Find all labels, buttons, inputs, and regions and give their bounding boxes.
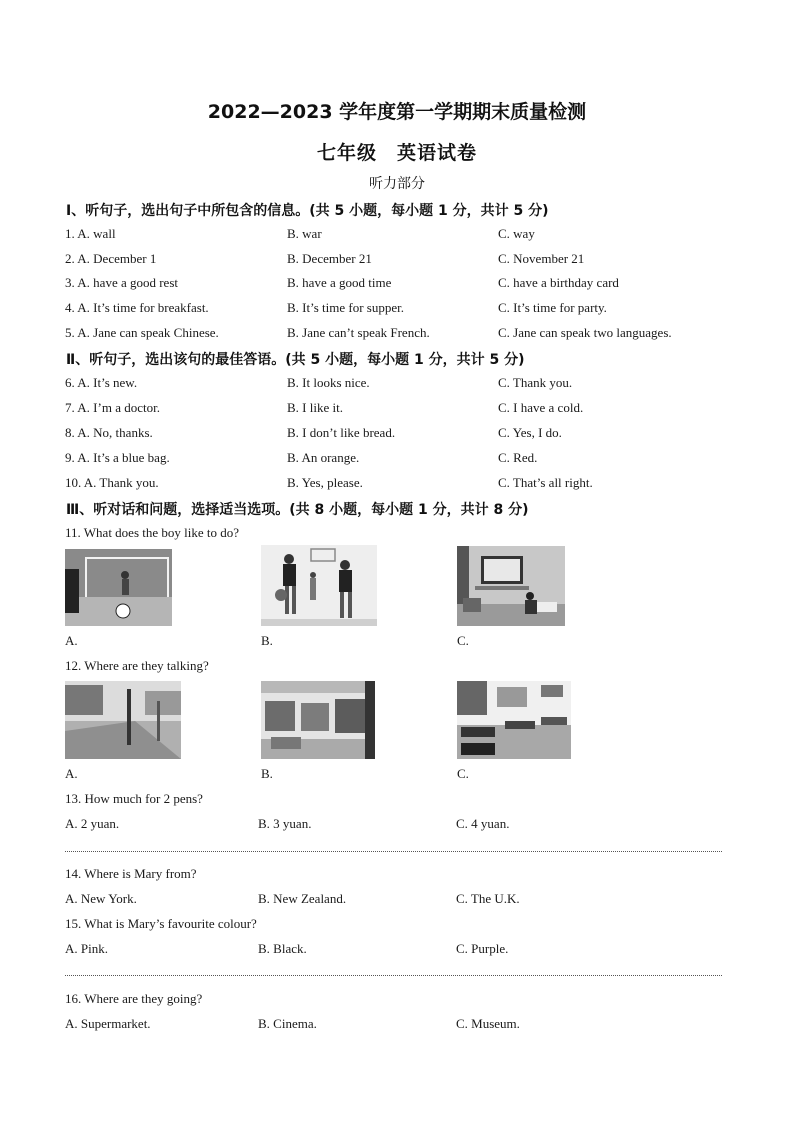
store-photo[interactable] (261, 681, 375, 759)
question-15: 15. What is Mary’s favourite colour? (65, 916, 257, 931)
street-photo[interactable] (65, 681, 181, 759)
part-title: 听力部分 (369, 176, 425, 192)
option-b[interactable]: B. have a good time (287, 275, 392, 290)
question-row-16 (0, 1016, 794, 1036)
question-row-1 (0, 226, 794, 246)
option-c[interactable]: C. 4 yuan. (456, 816, 510, 831)
option-c[interactable]: C. Yes, I do. (498, 425, 562, 440)
option-label-c[interactable]: C. (457, 633, 469, 648)
option-b[interactable]: B. Jane can’t speak French. (287, 325, 430, 340)
option-label-b[interactable]: B. (261, 633, 273, 648)
question-row-8 (0, 425, 794, 445)
option-b[interactable]: B. Black. (258, 941, 307, 956)
option-label-b[interactable]: B. (261, 766, 273, 781)
option-b[interactable]: B. I like it. (287, 400, 343, 415)
option-c[interactable]: C. have a birthday card (498, 275, 619, 290)
question-row-13 (0, 816, 794, 836)
question-row-9 (0, 450, 794, 470)
exam-title: 2022—2023 学年度第一学期期末质量检测 (207, 101, 587, 123)
option-a[interactable]: 2. A. December 1 (65, 251, 157, 266)
option-label-a[interactable]: A. (65, 766, 78, 781)
option-a[interactable]: A. 2 yuan. (65, 816, 120, 831)
question-14: 14. Where is Mary from? (65, 866, 197, 881)
basketball-photo[interactable] (261, 545, 377, 626)
restaurant-photo[interactable] (457, 681, 571, 759)
option-c[interactable]: C. Museum. (456, 1016, 520, 1031)
question-row-2 (0, 251, 794, 271)
option-a[interactable]: A. Supermarket. (65, 1016, 151, 1031)
option-b[interactable]: B. I don’t like bread. (287, 425, 396, 440)
option-b[interactable]: B. It looks nice. (287, 375, 370, 390)
question-row-14 (0, 891, 794, 911)
option-a[interactable]: 6. A. It’s new. (65, 375, 138, 390)
option-b[interactable]: B. war (287, 226, 322, 241)
option-a[interactable]: 9. A. It’s a blue bag. (65, 450, 170, 465)
exam-subtitle: 七年级 英语试卷 (316, 142, 477, 164)
option-b[interactable]: B. 3 yuan. (258, 816, 312, 831)
option-a[interactable]: A. New York. (65, 891, 137, 906)
option-b[interactable]: B. Yes, please. (287, 475, 363, 490)
option-c[interactable]: C. Purple. (456, 941, 509, 956)
option-c[interactable]: C. I have a cold. (498, 400, 584, 415)
question-row-10 (0, 475, 794, 495)
option-c[interactable]: C. November 21 (498, 251, 585, 266)
option-c[interactable]: C. Red. (498, 450, 538, 465)
option-c[interactable]: C. That’s all right. (498, 475, 593, 490)
option-b[interactable]: B. New Zealand. (258, 891, 347, 906)
dotted-divider (65, 851, 722, 852)
option-a[interactable]: 4. A. It’s time for breakfast. (65, 300, 209, 315)
section-2-heading: Ⅱ、听句子，选出该句的最佳答语。(共 5 小题，每小题 1 分，共计 5 分) (66, 352, 525, 368)
tv-room-photo[interactable] (457, 546, 565, 626)
option-a[interactable]: 3. A. have a good rest (65, 275, 179, 290)
question-row-6 (0, 375, 794, 395)
dotted-divider (65, 975, 722, 976)
question-row-5 (0, 325, 794, 345)
option-c[interactable]: C. The U.K. (456, 891, 520, 906)
soccer-photo[interactable] (65, 549, 172, 626)
option-c[interactable]: C. It’s time for party. (498, 300, 607, 315)
option-b[interactable]: B. It’s time for supper. (287, 300, 404, 315)
option-a[interactable]: 7. A. I’m a doctor. (65, 400, 160, 415)
option-c[interactable]: C. Thank you. (498, 375, 573, 390)
option-b[interactable]: B. Cinema. (258, 1016, 317, 1031)
question-row-3 (0, 275, 794, 295)
option-a[interactable]: A. Pink. (65, 941, 108, 956)
section-3-heading: Ⅲ、听对话和问题，选择适当选项。(共 8 小题，每小题 1 分，共计 8 分) (66, 502, 529, 518)
question-12: 12. Where are they talking? (65, 658, 209, 673)
question-16: 16. Where are they going? (65, 991, 203, 1006)
question-row-15 (0, 941, 794, 961)
option-a[interactable]: 10. A. Thank you. (65, 475, 159, 490)
option-c[interactable]: C. way (498, 226, 535, 241)
option-a[interactable]: 8. A. No, thanks. (65, 425, 153, 440)
option-label-a[interactable]: A. (65, 633, 78, 648)
section-1-heading: Ⅰ、听句子，选出句子中所包含的信息。(共 5 小题，每小题 1 分，共计 5 分) (66, 203, 549, 219)
question-row-7 (0, 400, 794, 420)
option-b[interactable]: B. December 21 (287, 251, 372, 266)
option-c[interactable]: C. Jane can speak two languages. (498, 325, 672, 340)
question-13: 13. How much for 2 pens? (65, 791, 203, 806)
question-11: 11. What does the boy like to do? (65, 525, 240, 540)
option-a[interactable]: 1. A. wall (65, 226, 116, 241)
option-a[interactable]: 5. A. Jane can speak Chinese. (65, 325, 219, 340)
option-label-c[interactable]: C. (457, 766, 469, 781)
question-row-4 (0, 300, 794, 320)
option-b[interactable]: B. An orange. (287, 450, 360, 465)
